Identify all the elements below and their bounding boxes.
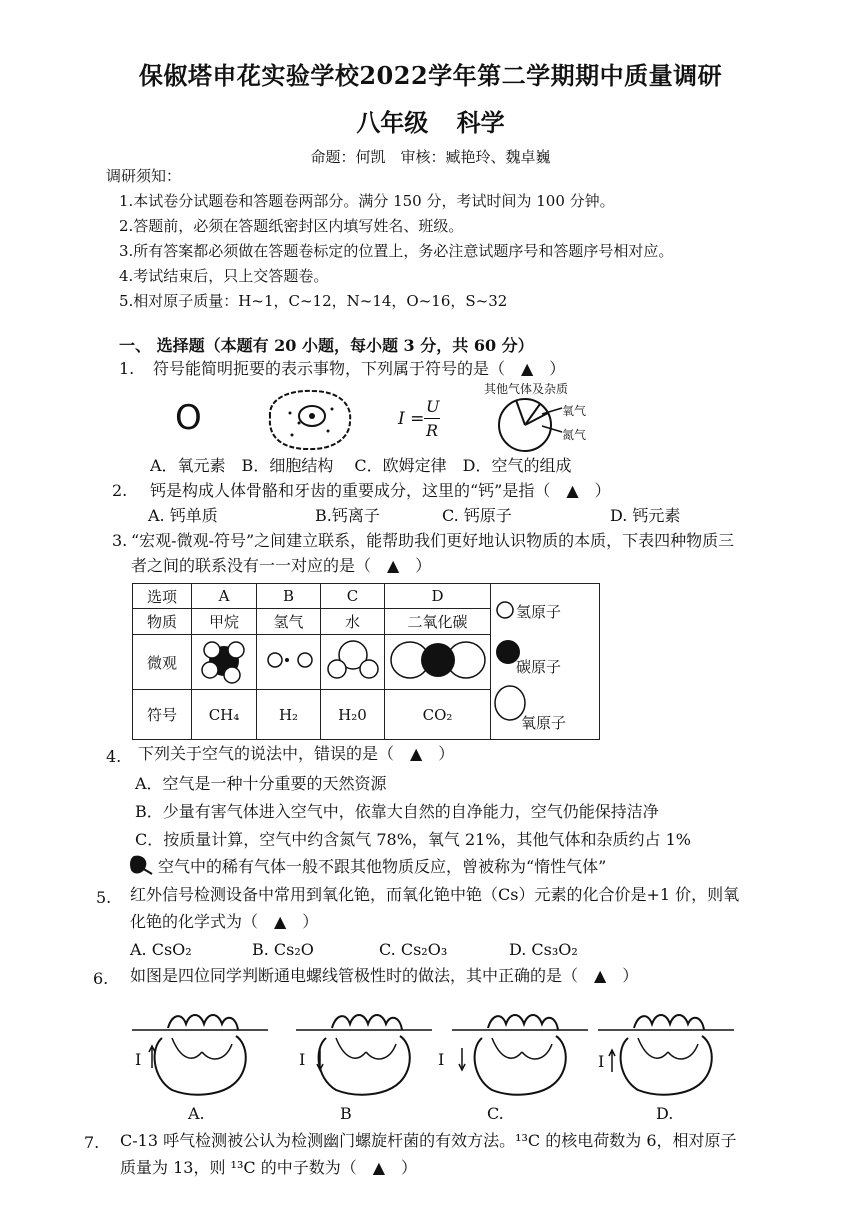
water-molecule-icon [323,635,383,685]
exam-title: 保俶塔申花实验学校2022学年第二学期期中质量调研 [138,61,723,90]
notice-item: 1.本试卷分试题卷和答题卷两部分。满分 150 分，考试时间为 100 分钟。 [119,192,615,210]
cell-structure-figure [262,387,356,453]
q6-number: 6. [93,969,109,988]
q6-label-c: C. [487,1104,504,1123]
hydrogen-model [257,635,321,690]
hydrogen-atom-icon [495,600,515,620]
legend-oxygen: 氧原子 [521,714,567,732]
q5-number: 5. [96,888,112,907]
q1-options: A．氧元素 B．细胞结构 C．欧姆定律 D．空气的组成 [150,456,572,475]
q4-option-a: A．空气是一种十分重要的天然资源 [135,774,387,793]
q5-option-a: A. CsO₂ [130,940,192,959]
q2-option-c: C. 钙原子 [442,506,512,525]
q5-option-c: C. Cs₂O₃ [379,940,448,959]
fraction-bar [424,418,440,419]
current-label: I [299,1050,306,1069]
row-label-symbol: 符号 [133,690,192,740]
water-model [321,635,385,690]
notice-item: 2.答题前，必须在答题纸密封区内填写姓名、班级。 [119,217,464,235]
q5-option-d: D. Cs₃O₂ [509,940,578,959]
pie-leader-lines [540,400,564,436]
solenoid-hand-figure-d [598,1008,734,1098]
section-heading: 一、 选择题（本题有 20 小题，每小题 3 分，共 60 分） [119,336,534,355]
q3-number: 3. [112,531,128,550]
grade: 八年级 [356,108,429,137]
row-label-micro: 微观 [133,635,192,690]
q3-stem-line1: “宏观-微观-符号”之间建立联系，能帮助我们更好地认识物质的本质，下表四种物质三 [131,531,735,550]
oxygen-symbol: O [175,398,202,438]
table-cell: D [385,584,491,609]
solenoid-hand-figure-b [296,1008,432,1098]
table-cell: CH₄ [192,690,257,740]
legend-carbon: 碳原子 [516,658,562,676]
pie-label-nitrogen: 氮气 [562,428,587,442]
table-cell: 氢气 [257,609,321,635]
q1-number: 1. [119,359,135,378]
notice-item: 3.所有答案都必须做在答题卷标定的位置上，务必注意试题序号和答题序号相对应。 [119,242,674,260]
q7-stem-line2: 质量为 13，则 ¹³C 的中子数为（ ▲ ） [120,1158,417,1177]
table-cell: C [321,584,385,609]
q4-option-d: 空气中的稀有气体一般不跟其他物质反应，曾被称为“惰性气体” [158,857,607,876]
solenoid-hand-figure-c [452,1008,588,1098]
table-cell: 二氧化碳 [385,609,491,635]
methane-molecule-icon [194,635,254,685]
q2-option-b: B.钙离子 [315,506,380,525]
q2-number: 2. [112,481,128,500]
solenoid-hand-figure-a [132,1008,268,1098]
ink-smudge-icon [128,852,154,878]
atom-legend [491,584,600,740]
row-label-option: 选项 [133,584,192,609]
q6-stem: 如图是四位同学判断通电螺线管极性时的做法，其中正确的是（ ▲ ） [130,966,639,985]
q5-stem-line1: 红外信号检测设备中常用到氧化铯，而氧化铯中铯（Cs）元素的化合价是+1 价，则氧 [130,885,740,904]
table-cell: 水 [321,609,385,635]
pie-label-other-gases: 其他气体及杂质 [484,382,569,396]
hydrogen-molecule-icon [259,645,319,675]
table-cell: H₂0 [321,690,385,740]
q4-option-c: C．按质量计算，空气中约含氮气 78%，氧气 21%，其他气体和杂质约占 1% [135,830,692,849]
current-label: I [598,1052,605,1071]
co2-model [385,635,491,690]
methane-model [192,635,257,690]
q5-option-b: B. Cs₂O [252,940,314,959]
table-cell: B [257,584,321,609]
ohm-law-denominator: R [426,421,439,440]
notice-heading: 调研须知： [106,167,182,185]
q4-option-b: B．少量有害气体进入空气中，依靠大自然的自净能力，空气仍能保持洁净 [135,802,659,821]
pie-label-oxygen: 氧气 [562,404,587,418]
q7-number: 7. [84,1133,100,1152]
exam-subtitle [0,103,861,138]
subject: 科学 [456,108,505,137]
q2-option-d: D. 钙元素 [610,506,681,525]
ohm-law-lhs: I = [398,409,425,429]
q6-label-a: A. [188,1104,205,1123]
table-cell: CO₂ [385,690,491,740]
q2-stem: 钙是构成人体骨骼和牙齿的重要成分，这里的“钙”是指（ ▲ ） [150,481,611,500]
q6-label-b: B [340,1104,352,1123]
q4-stem: 下列关于空气的说法中，错误的是（ ▲ ） [138,744,455,763]
ohm-law-numerator: U [426,397,440,416]
q2-option-a: A. 钙单质 [148,506,218,525]
table-cell: A [192,584,257,609]
q3-stem-line2: 者之间的联系没有一一对应的是（ ▲ ） [131,556,432,575]
table-cell: 甲烷 [192,609,257,635]
co2-molecule-icon [388,637,488,683]
q4-number: 4. [106,747,122,766]
q1-stem: 符号能简明扼要的表示事物，下列属于符号的是（ ▲ ） [153,359,566,378]
q5-stem-line2: 化铯的化学式为（ ▲ ） [130,912,319,931]
notice-item: 5.相对原子质量：H~1，C~12，N~14，O~16，S~32 [119,292,508,310]
row-label-substance: 物质 [133,609,192,635]
authors: 命题：何凯 审核：臧艳玲、魏卓巍 [310,148,551,166]
current-label: I [135,1050,142,1069]
q6-label-d: D. [656,1104,674,1123]
q3-table [132,583,600,740]
table-cell: H₂ [257,690,321,740]
q7-stem-line1: C-13 呼气检测被公认为检测幽门螺旋杆菌的有效方法。¹³C 的核电荷数为 6，相对原子 [120,1131,737,1150]
current-label: I [438,1050,445,1069]
legend-hydrogen: 氢原子 [516,603,562,621]
notice-item: 4.考试结束后，只上交答题卷。 [119,267,329,285]
